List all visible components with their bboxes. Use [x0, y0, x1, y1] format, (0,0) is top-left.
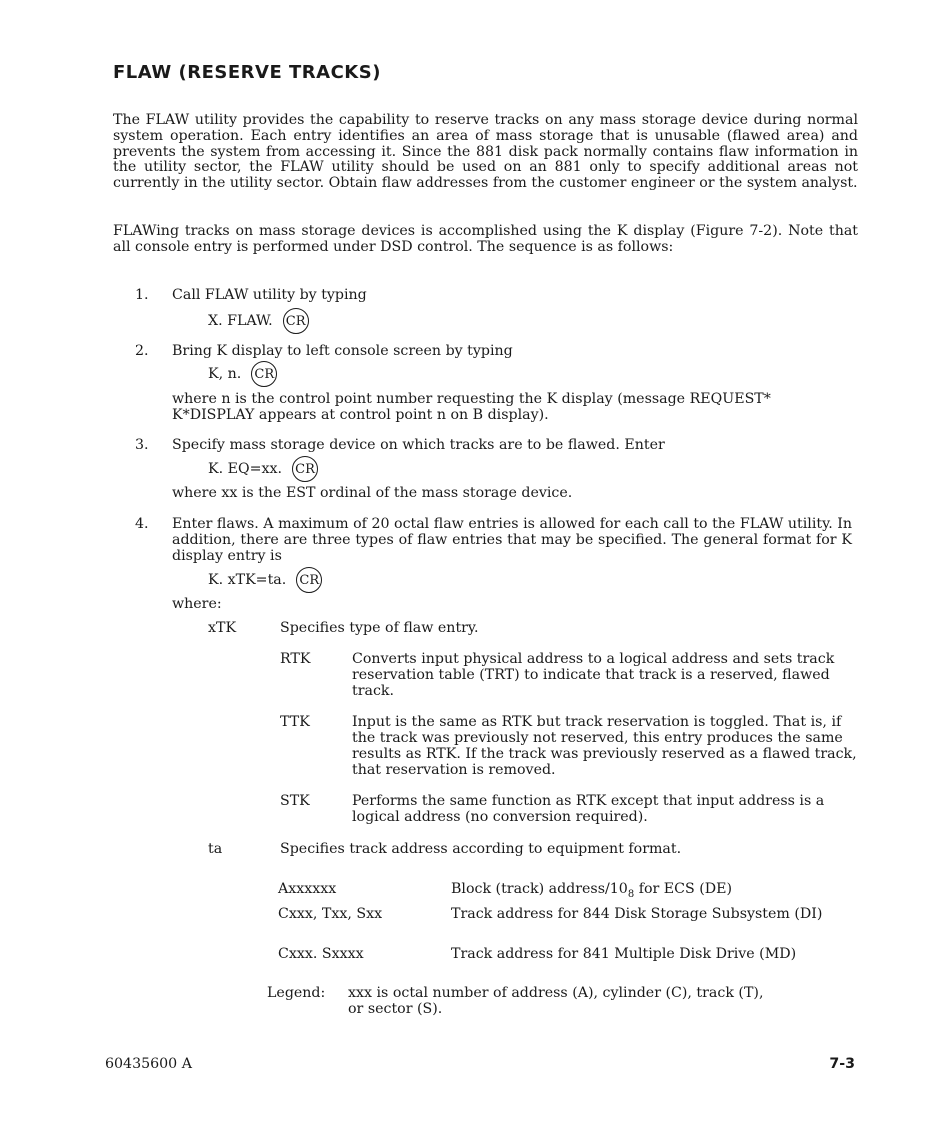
- format-ecs-desc-pre: Block (track) address/10: [451, 881, 628, 897]
- step-3-command: [208, 456, 318, 482]
- section-heading: FLAW (RESERVE TRACKS): [113, 62, 381, 83]
- rtk-description: Converts input physical address to a logical address and sets track reservation table (TRT) to indicate that track is a reserved, flawed track.: [352, 651, 835, 699]
- format-ecs-desc-post: for ECS (DE): [634, 881, 733, 897]
- step-3-number: 3.: [135, 437, 149, 453]
- rtk-term: RTK: [280, 651, 311, 667]
- legend-label: Legend:: [267, 985, 326, 1001]
- carriage-return-icon: CR: [283, 308, 309, 334]
- format-di: Cxxx, Txx, Sxx: [278, 906, 383, 922]
- step-2-command-text: K, n.: [208, 366, 242, 382]
- step-4-command-text: K. xTK=ta.: [208, 572, 287, 588]
- step-4-text: Enter flaws. A maximum of 20 octal flaw entries is allowed for each call to the FLAW utility. In addition, there are three types of flaw entries that may be specified. The general format for K display entry is: [172, 516, 852, 564]
- step-1-command-text: X. FLAW.: [208, 313, 273, 329]
- step-1-number: 1.: [135, 287, 149, 303]
- step-2-text: Bring K display to left console screen by typing: [172, 343, 513, 359]
- carriage-return-icon: CR: [292, 456, 318, 482]
- xtk-description: Specifies type of flaw entry.: [280, 620, 479, 636]
- format-ecs-description: [451, 881, 732, 903]
- step-2-note: where n is the control point number requesting the K display (message REQUEST* K*DISPLAY appears at control point n on B display).: [172, 391, 771, 423]
- step-2-command: [208, 361, 277, 387]
- format-di-description: Track address for 844 Disk Storage Subsystem (DI): [451, 906, 823, 922]
- ta-description: Specifies track address according to equipment format.: [280, 841, 682, 857]
- carriage-return-icon: CR: [296, 567, 322, 593]
- format-ecs: Axxxxxx: [278, 881, 337, 897]
- step-4-number: 4.: [135, 516, 149, 532]
- step-2-number: 2.: [135, 343, 149, 359]
- ttk-term: TTK: [280, 714, 310, 730]
- intro-paragraph-2: FLAWing tracks on mass storage devices is accomplished using the K display (Figure 7-2). Note that all console entry is performed under DSD control. The sequence is as follows:: [113, 223, 858, 255]
- step-1-text: Call FLAW utility by typing: [172, 287, 367, 303]
- step-3-note: where xx is the EST ordinal of the mass storage device.: [172, 485, 573, 501]
- stk-description: Performs the same function as RTK except that input address is a logical address (no conversion required).: [352, 793, 825, 825]
- step-3-command-text: K. EQ=xx.: [208, 461, 283, 477]
- step-4-command: [208, 567, 322, 593]
- stk-term: STK: [280, 793, 310, 809]
- format-md: Cxxx. Sxxxx: [278, 946, 364, 962]
- step-4-note: where:: [172, 596, 222, 612]
- ttk-description: Input is the same as RTK but track reservation is toggled. That is, if the track was previously not reserved, this entry produces the same results as RTK. If the track was previously reserved as a flawed track, that reservation is removed.: [352, 714, 857, 778]
- format-md-description: Track address for 841 Multiple Disk Drive (MD): [451, 946, 797, 962]
- xtk-term: xTK: [208, 620, 237, 636]
- ta-term: ta: [208, 841, 223, 857]
- step-1-command: [208, 308, 309, 334]
- legend-text: xxx is octal number of address (A), cylinder (C), track (T), or sector (S).: [348, 985, 764, 1017]
- carriage-return-icon: CR: [251, 361, 277, 387]
- step-3-text: Specify mass storage device on which tracks are to be flawed. Enter: [172, 437, 665, 453]
- intro-paragraph: The FLAW utility provides the capability to reserve tracks on any mass storage device during normal system operation. Each entry identifies an area of mass storage that is unusable (flawed area) and prevents the system from accessing it. Since the 881 disk pack normally contains flaw information in the utility sector, the FLAW utility should be used on an 881 only to specify additional areas not currently in the utility sector. Obtain flaw addresses from the customer engineer or the system analyst.: [113, 112, 858, 192]
- page-number: 7-3: [829, 1056, 855, 1072]
- document-number: 60435600 A: [105, 1056, 192, 1072]
- format-ecs-desc-sub: 8: [627, 888, 635, 900]
